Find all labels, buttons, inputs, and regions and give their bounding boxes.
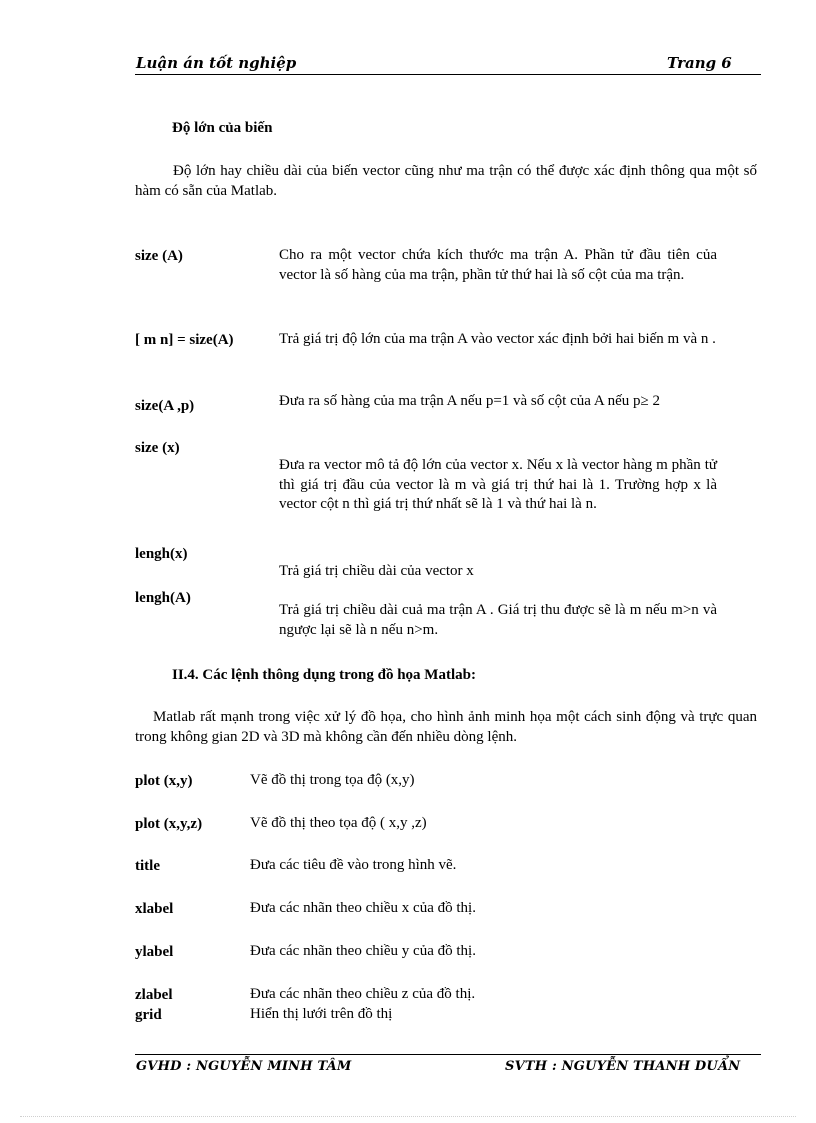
term-title: title (135, 858, 160, 874)
term-size-mn: [ m n] = size(A) (135, 332, 234, 348)
footer-student: SVTH : NGUYỄN THANH DUẨN (505, 1059, 741, 1074)
desc-plot-xyz: Vẽ đồ thị theo tọa độ ( x,y ,z) (250, 815, 427, 831)
term-size-a: size (A) (135, 248, 183, 264)
term-plot-xy: plot (x,y) (135, 773, 193, 789)
header-title: Luận án tốt nghiệp (136, 54, 297, 72)
intro-paragraph-2: Matlab rất mạnh trong việc xử lý đồ họa, cho hình ảnh minh họa một cách sinh động và trực quan trong không gian 2D và 3D mà không cần đến nhiều dòng lệnh. (135, 709, 757, 745)
term-zlabel: zlabel (135, 987, 173, 1003)
desc-size-a: Cho ra một vector chứa kích thước ma trận A. Phần tử đầu tiên của vector là số hàng của ma trận, phần tử thứ hai là số cột của ma trận. (279, 247, 717, 283)
term-lengh-a: lengh(A) (135, 590, 191, 606)
desc-xlabel: Đưa các nhãn theo chiều x của đồ thị. (250, 900, 476, 916)
term-grid: grid (135, 1007, 162, 1023)
footer-advisor: GVHD : NGUYỄN MINH TÂM (136, 1059, 352, 1074)
section-heading: Độ lớn của biến (172, 120, 273, 136)
term-ylabel: ylabel (135, 944, 174, 960)
term-xlabel: xlabel (135, 901, 174, 917)
desc-plot-xy: Vẽ đồ thị trong tọa độ (x,y) (250, 772, 415, 788)
desc-lengh-a: Trả giá trị chiều dài cuả ma trận A . Giá trị thu được sẽ là m nếu m>n và ngược lại sẽ là n nếu n>m. (279, 602, 717, 638)
intro-paragraph: Độ lớn hay chiều dài của biến vector cũng như ma trận có thể được xác định thông qua một số hàm có sẵn của Matlab. (135, 163, 757, 199)
page-edge-dots (20, 1116, 796, 1117)
term-size-x: size (x) (135, 440, 180, 456)
desc-title: Đưa các tiêu đề vào trong hình vẽ. (250, 857, 457, 873)
desc-size-mn: Trả giá trị độ lớn của ma trận A vào vector xác định bởi hai biến m và n . (279, 331, 716, 347)
desc-size-x: Đưa ra vector mô tả độ lớn của vector x. Nếu x là vector hàng m phần tử thì giá trị đầu của vector là m và giá trị thứ hai là 1. Trường hợp x là vector cột n thì giá trị thứ nhất sẽ là 1 và thứ hai là n. (279, 457, 717, 512)
footer-rule (135, 1054, 761, 1055)
term-size-ap: size(A ,p) (135, 398, 195, 414)
page-number: Trang 6 (667, 54, 732, 72)
term-lengh-x: lengh(x) (135, 546, 188, 562)
header-rule (135, 74, 761, 75)
desc-lengh-x: Trả giá trị chiều dài của vector x (279, 563, 474, 579)
desc-grid: Hiển thị lưới trên đồ thị (250, 1006, 393, 1022)
term-plot-xyz: plot (x,y,z) (135, 816, 203, 832)
desc-size-ap: Đưa ra số hàng của ma trận A nếu p=1 và số cột của A nếu p≥ 2 (279, 393, 660, 409)
desc-zlabel: Đưa các nhãn theo chiều z của đồ thị. (250, 986, 476, 1002)
section-heading-2: II.4. Các lệnh thông dụng trong đồ họa Matlab: (172, 667, 476, 683)
desc-ylabel: Đưa các nhãn theo chiều y của đồ thị. (250, 943, 476, 959)
